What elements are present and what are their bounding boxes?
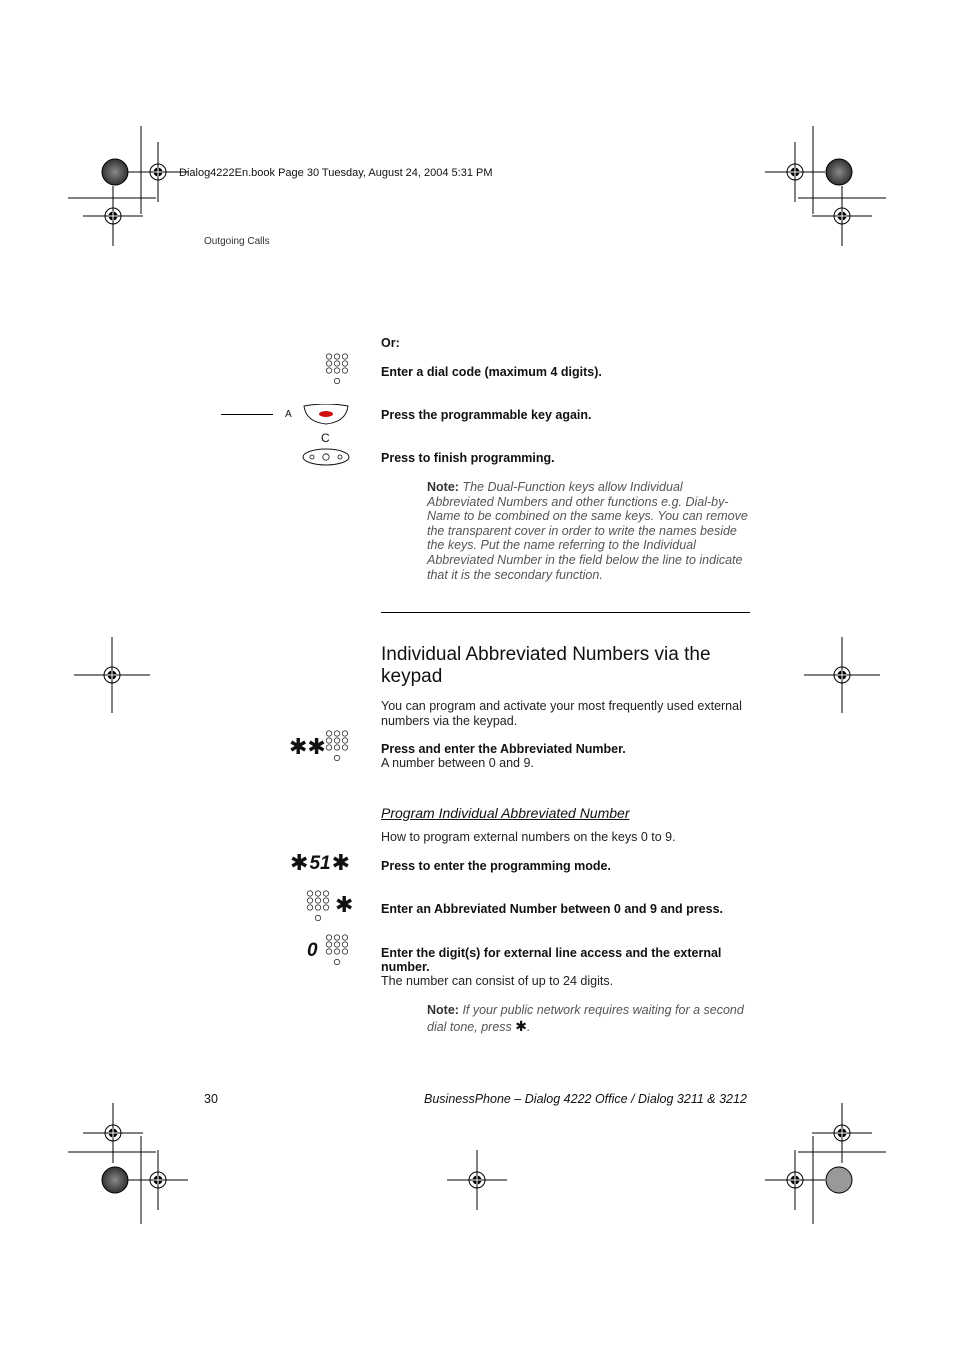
program-code-digits: 51 <box>309 853 331 874</box>
programmable-key-icon <box>302 404 350 426</box>
enter-abbreviated-step: Enter an Abbreviated Number between 0 and 9 and press. <box>381 902 723 916</box>
clear-key-letter: C <box>321 431 330 445</box>
max-digits-text: The number can consist of up to 24 digits. <box>381 974 614 988</box>
star-icon: ✱ <box>335 893 354 918</box>
keypad-icon <box>324 730 350 764</box>
keypad-icon <box>305 890 331 924</box>
note-label: Note: <box>427 480 459 494</box>
keypad-icon <box>324 353 350 387</box>
page-number: 30 <box>204 1092 218 1106</box>
programming-mode-step: Press to enter the programming mode. <box>381 859 611 873</box>
star-icon: ✱ <box>331 851 351 876</box>
programmable-key-step: Press the programmable key again. <box>381 408 592 422</box>
section-divider <box>381 612 750 613</box>
star-icon: ✱ <box>290 851 309 876</box>
section-title: Individual Abbreviated Numbers via the keypad <box>381 644 711 687</box>
note-text: If your public network requires waiting for a second dial tone, press <box>427 1003 744 1034</box>
program-code-icon <box>290 853 350 875</box>
star-icon: ✱ <box>515 1017 527 1034</box>
finish-step: Press to finish programming. <box>381 451 555 465</box>
note-dial-tone <box>427 1003 751 1035</box>
abbreviated-range-text: A number between 0 and 9. <box>381 756 534 770</box>
programmable-key-letter: A <box>285 409 292 420</box>
or-label: Or: <box>381 336 400 350</box>
star-star-icon: ✱✱ <box>289 735 326 760</box>
footer-title: BusinessPhone – Dialog 4222 Office / Dialog 3211 & 3212 <box>424 1092 747 1106</box>
note-end: . <box>527 1019 531 1034</box>
keypad-icon <box>324 934 350 968</box>
clear-key-icon <box>301 447 351 467</box>
print-header: Dialog4222En.book Page 30 Tuesday, August 24, 2004 5:31 PM <box>179 167 493 179</box>
press-abbreviated-step: Press and enter the Abbreviated Number. <box>381 742 626 756</box>
subsection-intro: How to program external numbers on the keys 0 to 9. <box>381 830 676 844</box>
dial-code-step: Enter a dial code (maximum 4 digits). <box>381 365 602 379</box>
note-text: The Dual-Function keys allow Individual Abbreviated Numbers and other functions e.g. Dial-by-Name to be combined on the same keys. You can remove the transparent cover in order to write the names beside the keys. Put the name referring to the Individual Abbreviated Number in the field below the line to indicate that it is the secondary function. <box>427 480 748 582</box>
section-intro: You can program and activate your most frequently used external numbers via the keypad. <box>381 699 742 728</box>
section-header: Outgoing Calls <box>204 236 270 247</box>
subsection-title: Program Individual Abbreviated Number <box>381 805 630 821</box>
note-dual-function <box>427 480 751 582</box>
zero-key-digit: 0 <box>307 940 318 961</box>
key-label-line <box>221 414 273 415</box>
note-label: Note: <box>427 1003 459 1017</box>
external-number-step: Enter the digit(s) for external line access and the external number. <box>381 946 722 974</box>
